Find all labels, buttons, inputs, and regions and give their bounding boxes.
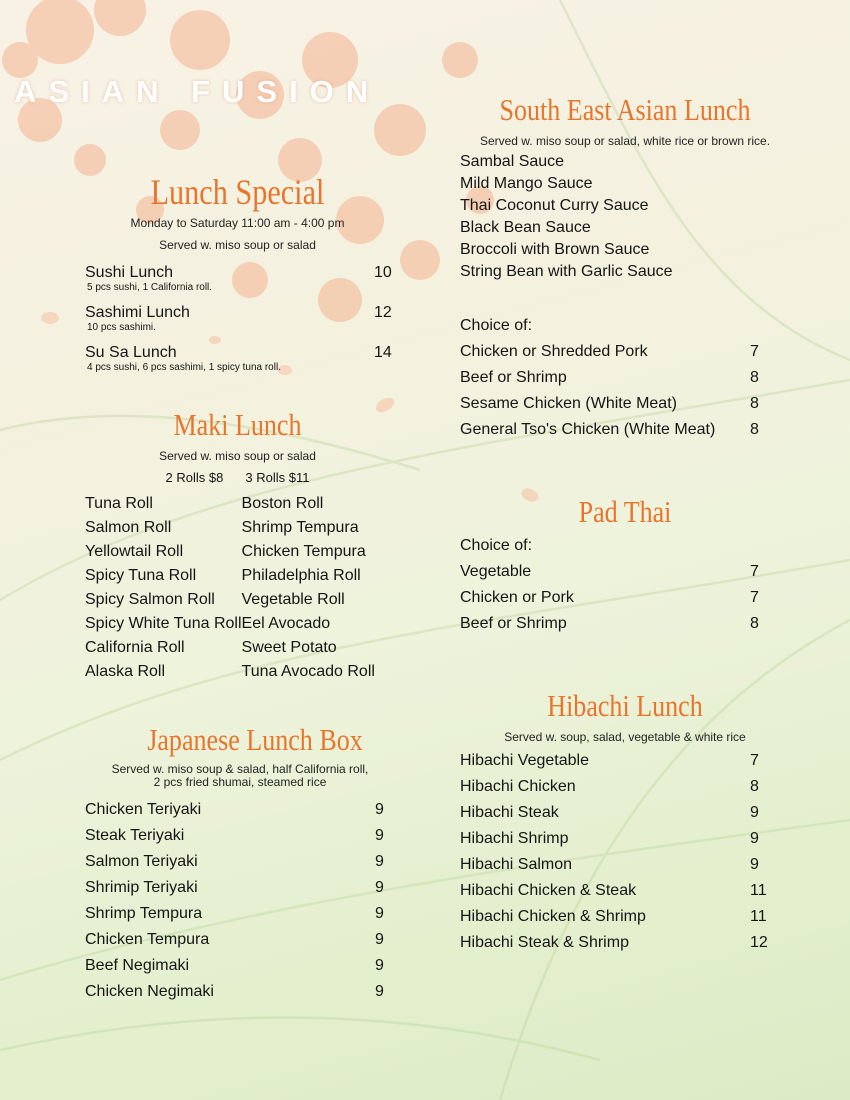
list-item: Broccoli with Brown Sauce bbox=[460, 241, 650, 258]
japanese-lunch-box-section bbox=[85, 722, 425, 1005]
item-price: 8 bbox=[750, 778, 759, 795]
lunch-special-list bbox=[85, 263, 390, 383]
list-item bbox=[85, 927, 425, 953]
maki-lunch-note: Served w. miso soup or salad bbox=[159, 449, 316, 463]
lunch-special-hours: Monday to Saturday 11:00 am - 4:00 pm bbox=[130, 216, 345, 230]
item-name: Steak Teriyaki bbox=[85, 827, 185, 844]
list-item: Shrimp Tempura bbox=[241, 519, 359, 536]
item-name: Sesame Chicken (White Meat) bbox=[460, 395, 677, 412]
maki-offers bbox=[85, 470, 390, 486]
note-line: 2 pcs fried shumai, steamed rice bbox=[153, 775, 327, 789]
item-name: Chicken Teriyaki bbox=[85, 801, 202, 818]
list-item bbox=[85, 901, 425, 927]
item-name: Hibachi Steak bbox=[460, 804, 559, 821]
list-item bbox=[460, 365, 790, 391]
list-item: Eel Avocado bbox=[241, 615, 331, 632]
list-item: Salmon Roll bbox=[85, 519, 172, 536]
list-item bbox=[460, 878, 790, 904]
list-item bbox=[85, 797, 425, 823]
pad-thai-section bbox=[460, 494, 790, 637]
item-price: 7 bbox=[750, 589, 759, 606]
item-price: 9 bbox=[375, 879, 384, 896]
item-price: 8 bbox=[750, 395, 759, 412]
list-item: Spicy Salmon Roll bbox=[85, 591, 215, 608]
offer-three-rolls: 3 Rolls $11 bbox=[245, 470, 310, 485]
item-price: 9 bbox=[375, 931, 384, 948]
list-item bbox=[460, 904, 790, 930]
list-item bbox=[460, 339, 790, 365]
list-item bbox=[85, 979, 425, 1005]
choice-label: Choice of: bbox=[460, 317, 533, 334]
item-price: 9 bbox=[375, 983, 384, 1000]
item-price: 8 bbox=[750, 369, 759, 386]
list-item: Vegetable Roll bbox=[241, 591, 345, 608]
list-item: Yellowtail Roll bbox=[85, 543, 184, 560]
item-name: Hibachi Chicken & Steak bbox=[460, 882, 637, 899]
item-price: 9 bbox=[750, 856, 759, 873]
list-item bbox=[460, 748, 790, 774]
list-item bbox=[85, 303, 390, 343]
item-price: 9 bbox=[375, 957, 384, 974]
item-name: Hibachi Vegetable bbox=[460, 752, 589, 769]
list-item: Thai Coconut Curry Sauce bbox=[460, 197, 649, 214]
list-item: Mild Mango Sauce bbox=[460, 175, 593, 192]
list-item: Spicy White Tuna Roll bbox=[85, 615, 242, 632]
item-price: 8 bbox=[750, 615, 759, 632]
south-east-asian-lunch-title: South East Asian Lunch bbox=[499, 92, 751, 127]
hibachi-lunch-note: Served w. soup, salad, vegetable & white rice bbox=[504, 730, 746, 744]
roll-column-right bbox=[242, 492, 390, 684]
list-item bbox=[460, 800, 790, 826]
item-price: 11 bbox=[750, 882, 767, 899]
item-price: 14 bbox=[374, 344, 392, 361]
item-price: 9 bbox=[750, 830, 759, 847]
list-item bbox=[460, 417, 790, 443]
south-east-asian-lunch-note: Served w. miso soup or salad, white rice or brown rice. bbox=[479, 134, 771, 148]
list-item bbox=[460, 826, 790, 852]
sauce-list bbox=[460, 151, 790, 283]
list-item: Boston Roll bbox=[241, 495, 324, 512]
protein-choice-list bbox=[460, 339, 790, 443]
list-item: Sambal Sauce bbox=[460, 153, 565, 170]
maki-lunch-title: Maki Lunch bbox=[173, 407, 302, 442]
item-description: 5 pcs sushi, 1 California roll. bbox=[87, 282, 213, 293]
list-item bbox=[85, 263, 390, 303]
list-item bbox=[460, 852, 790, 878]
item-name: Salmon Teriyaki bbox=[85, 853, 198, 870]
item-name: Beef or Shrimp bbox=[460, 615, 567, 632]
hibachi-list bbox=[460, 748, 790, 956]
item-name: Chicken or Pork bbox=[460, 589, 574, 606]
item-name: Hibachi Chicken bbox=[460, 778, 576, 795]
item-name: Hibachi Chicken & Shrimp bbox=[460, 908, 646, 925]
lunch-special-title: Lunch Special bbox=[150, 172, 325, 212]
item-name: Beef or Shrimp bbox=[460, 369, 567, 386]
hibachi-lunch-section bbox=[460, 688, 790, 956]
item-price: 7 bbox=[750, 343, 759, 360]
list-item bbox=[85, 823, 425, 849]
item-price: 9 bbox=[375, 801, 384, 818]
list-item: Sweet Potato bbox=[241, 639, 337, 656]
item-name: Vegetable bbox=[460, 563, 532, 580]
item-name: Beef Negimaki bbox=[85, 957, 190, 974]
choice-label: Choice of: bbox=[460, 537, 533, 554]
list-item bbox=[85, 953, 425, 979]
item-price: 7 bbox=[750, 563, 759, 580]
item-price: 8 bbox=[750, 421, 759, 438]
lunch-special-section bbox=[85, 172, 390, 383]
list-item bbox=[460, 559, 790, 585]
item-price: 9 bbox=[750, 804, 759, 821]
list-item: Alaska Roll bbox=[85, 663, 166, 680]
item-name: Chicken or Shredded Pork bbox=[460, 343, 648, 360]
list-item: Chicken Tempura bbox=[241, 543, 366, 560]
list-item: Spicy Tuna Roll bbox=[85, 567, 197, 584]
pad-thai-title: Pad Thai bbox=[578, 494, 672, 529]
list-item bbox=[460, 391, 790, 417]
list-item bbox=[460, 611, 790, 637]
list-item: Tuna Avocado Roll bbox=[241, 663, 375, 680]
hibachi-lunch-title: Hibachi Lunch bbox=[547, 688, 703, 723]
item-name: Hibachi Shrimp bbox=[460, 830, 569, 847]
list-item bbox=[85, 849, 425, 875]
item-price: 12 bbox=[374, 304, 392, 321]
list-item bbox=[460, 585, 790, 611]
lunch-special-note: Served w. miso soup or salad bbox=[159, 238, 316, 252]
item-price: 11 bbox=[750, 908, 767, 925]
item-name: Shrimp Tempura bbox=[85, 905, 203, 922]
item-price: 7 bbox=[750, 752, 759, 769]
item-name: Su Sa Lunch bbox=[85, 344, 177, 361]
item-name: General Tso's Chicken (White Meat) bbox=[460, 421, 716, 438]
note-line: Served w. miso soup & salad, half California roll, bbox=[111, 762, 369, 776]
item-price: 12 bbox=[750, 934, 768, 951]
list-item: String Bean with Garlic Sauce bbox=[460, 263, 673, 280]
list-item: Tuna Roll bbox=[85, 495, 153, 512]
brand-name: ASIAN FUSION bbox=[14, 74, 381, 109]
list-item: Black Bean Sauce bbox=[460, 219, 591, 236]
list-item bbox=[85, 875, 425, 901]
item-name: Chicken Negimaki bbox=[85, 983, 214, 1000]
list-item: Philadelphia Roll bbox=[241, 567, 361, 584]
offer-two-rolls: 2 Rolls $8 bbox=[165, 470, 224, 485]
item-name: Sushi Lunch bbox=[85, 264, 174, 281]
item-price: 9 bbox=[375, 827, 384, 844]
maki-lunch-section bbox=[85, 407, 390, 684]
item-price: 10 bbox=[374, 264, 392, 281]
item-name: Sashimi Lunch bbox=[85, 304, 190, 321]
item-description: 4 pcs sushi, 6 pcs sashimi, 1 spicy tuna roll. bbox=[87, 362, 281, 373]
japanese-lunch-box-list bbox=[85, 797, 425, 1005]
japanese-lunch-box-title: Japanese Lunch Box bbox=[147, 722, 363, 757]
pad-thai-list bbox=[460, 559, 790, 637]
roll-column-left bbox=[85, 492, 242, 684]
japanese-lunch-box-note bbox=[85, 763, 395, 789]
item-name: Chicken Tempura bbox=[85, 931, 210, 948]
list-item bbox=[460, 774, 790, 800]
item-name: Hibachi Salmon bbox=[460, 856, 573, 873]
item-name: Hibachi Steak & Shrimp bbox=[460, 934, 629, 951]
list-item bbox=[85, 343, 390, 383]
item-price: 9 bbox=[375, 905, 384, 922]
list-item bbox=[460, 930, 790, 956]
item-description: 10 pcs sashimi. bbox=[87, 322, 156, 333]
item-price: 9 bbox=[375, 853, 384, 870]
maki-roll-list bbox=[85, 492, 390, 684]
item-name: Shrimip Teriyaki bbox=[85, 879, 198, 896]
list-item: California Roll bbox=[85, 639, 185, 656]
south-east-asian-lunch-section bbox=[460, 92, 790, 443]
